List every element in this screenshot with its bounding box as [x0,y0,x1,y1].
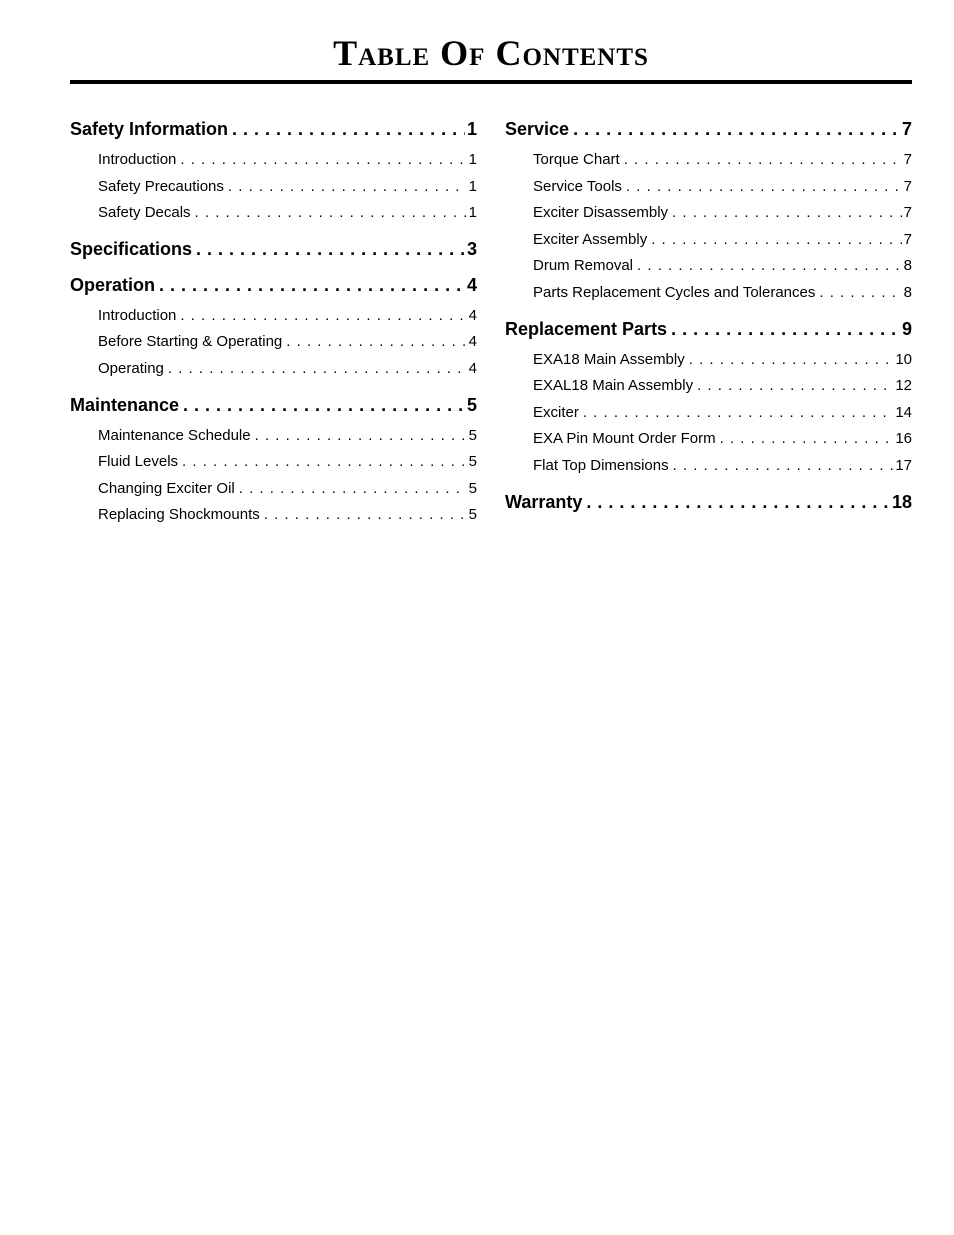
dot-leader [180,147,466,174]
dot-leader [182,449,467,476]
toc-entry-label: Torque Chart [533,151,620,168]
dot-leader [697,373,893,400]
toc-page-number: 7 [903,151,912,168]
toc-page-number: 8 [903,257,912,275]
toc-subentry-flat-top-dimensions[interactable] [533,453,912,480]
toc-page-number: 1 [468,177,477,195]
toc-subsection-list [98,303,477,383]
toc-entry-label: Before Starting & Operating [98,333,283,351]
toc-subentry-parts-replacement-cycles[interactable] [533,280,912,307]
toc-entry-label: Operating [98,359,164,377]
dot-leader [159,271,465,299]
toc-page-number: 16 [895,430,912,448]
dot-leader [586,488,890,516]
toc-subentry-operating[interactable] [98,356,477,383]
dot-leader [720,426,894,453]
toc-entry-label: Service [505,119,570,139]
toc-subsection-list [98,423,477,529]
toc-page-number: 8 [903,283,912,301]
toc-page-number: 7 [903,177,912,195]
toc-page-number: 7 [903,230,912,248]
dot-leader [672,200,902,227]
toc-page-number: 5 [468,426,477,444]
toc-section-operation [70,271,477,383]
toc-subentry-service-tools[interactable] [533,174,912,201]
dot-leader [673,453,894,480]
dot-leader [228,174,467,201]
toc-entry-safety-information[interactable] [70,115,477,143]
toc-page-number: 5 [468,506,477,524]
toc-entry-label: Replacement Parts [505,318,668,339]
toc-entry-label: Introduction [98,151,177,168]
toc-page-number: 14 [895,403,912,421]
toc-entry-label: Replacing Shockmounts [98,506,260,524]
toc-page-number: 1 [466,119,477,139]
dot-leader [196,235,465,263]
toc-entry-label: Parts Replacement Cycles and Tolerances [533,283,816,301]
toc-entry-label: Safety Decals [98,204,191,222]
toc-section-service [505,115,912,307]
dot-leader [168,356,467,383]
dot-leader [180,303,466,330]
toc-page-number: 5 [468,453,477,471]
toc-entry-label: Specifications [70,238,193,259]
toc-subentry-drum-removal[interactable] [533,253,912,280]
toc-page-number: 18 [891,491,912,512]
dot-leader [573,115,900,143]
toc-section-warranty [505,488,912,516]
toc-page-number: 12 [895,377,912,395]
toc-left-column [70,115,477,529]
toc-page-number: 5 [466,394,477,415]
toc-entry-maintenance[interactable] [70,391,477,419]
toc-section-safety-information [70,115,477,227]
toc-entry-service[interactable] [505,115,912,143]
toc-entry-label: EXA18 Main Assembly [533,350,685,368]
toc-subentry-replacing-shockmounts[interactable] [98,502,477,529]
toc-subentry-safety-precautions[interactable] [98,174,477,201]
toc-subentry-exciter-assembly[interactable] [533,227,912,254]
toc-subentry-exciter-disassembly[interactable] [533,200,912,227]
toc-subsection-list [98,147,477,227]
toc-entry-label: Operation [70,274,156,295]
toc-subentry-maintenance-schedule[interactable] [98,423,477,450]
dot-leader [689,347,894,374]
toc-entry-label: Safety Information [70,119,229,139]
toc-subentry-changing-exciter-oil[interactable] [98,476,477,503]
toc-entry-label: EXAL18 Main Assembly [533,377,694,395]
dot-leader [286,329,466,356]
toc-entry-label: Maintenance Schedule [98,426,251,444]
toc-entry-label: Flat Top Dimensions [533,456,669,474]
toc-page-number: 7 [901,119,912,139]
toc-entry-warranty[interactable] [505,488,912,516]
toc-subentry-torque-chart[interactable] [533,147,912,174]
dot-leader [651,227,901,254]
dot-leader [671,315,900,343]
dot-leader [583,400,893,427]
toc-page-number: 9 [901,318,912,339]
toc-entry-operation[interactable] [70,271,477,299]
toc-subentry-exal18-main-assembly[interactable] [533,373,912,400]
dot-leader [195,200,467,227]
toc-subentry-exa-pin-mount-order-form[interactable] [533,426,912,453]
toc-entry-label: Drum Removal [533,257,634,275]
title-rule [70,80,912,84]
toc-subsection-list [533,147,912,307]
toc-entry-label: Exciter Disassembly [533,204,669,222]
toc-page-number: 4 [468,333,477,351]
dot-leader [183,391,465,419]
dot-leader [637,253,902,280]
toc-page-number: 4 [466,274,477,295]
toc-page-number: 5 [468,479,477,497]
toc-subentry-introduction[interactable] [98,147,477,174]
toc-entry-label: Safety Precautions [98,177,224,195]
toc-right-column [505,115,912,516]
toc-section-replacement-parts [505,315,912,480]
toc-page-number: 1 [468,204,477,222]
toc-entry-label: EXA Pin Mount Order Form [533,430,716,448]
toc-entry-specifications[interactable] [70,235,477,263]
toc-entry-label: Exciter [533,403,579,421]
dot-leader [819,280,901,307]
toc-entry-replacement-parts[interactable] [505,315,912,343]
toc-entry-label: Fluid Levels [98,453,179,471]
toc-page-number: 7 [903,204,912,222]
dot-leader [624,147,902,174]
dot-leader [255,423,467,450]
toc-entry-label: Exciter Assembly [533,230,648,248]
toc-subentry-introduction[interactable] [98,303,477,330]
toc-section-specifications [70,235,477,263]
toc-entry-label: Introduction [98,306,177,324]
toc-subentry-fluid-levels[interactable] [98,449,477,476]
toc-entry-label: Warranty [505,491,583,512]
toc-page-number: 3 [466,238,477,259]
toc-page-number: 4 [468,359,477,377]
toc-page-number: 10 [895,350,912,368]
toc-page-number: 1 [468,151,477,168]
toc-page-number: 17 [895,456,912,474]
toc-entry-label: Maintenance [70,394,180,415]
page-title: Table Of Contents [333,33,649,73]
toc-subentry-exciter[interactable] [533,400,912,427]
dot-leader [264,502,467,529]
toc-page-number: 4 [468,306,477,324]
toc-entry-label: Changing Exciter Oil [98,479,235,497]
dot-leader [232,115,465,143]
toc-section-maintenance [70,391,477,529]
toc-subentry-safety-decals[interactable] [98,200,477,227]
dot-leader [239,476,467,503]
toc-subentry-exa18-main-assembly[interactable] [533,347,912,374]
toc-subsection-list [533,347,912,480]
dot-leader [626,174,902,201]
toc-subentry-before-starting-operating[interactable] [98,329,477,356]
toc-entry-label: Service Tools [533,177,622,195]
